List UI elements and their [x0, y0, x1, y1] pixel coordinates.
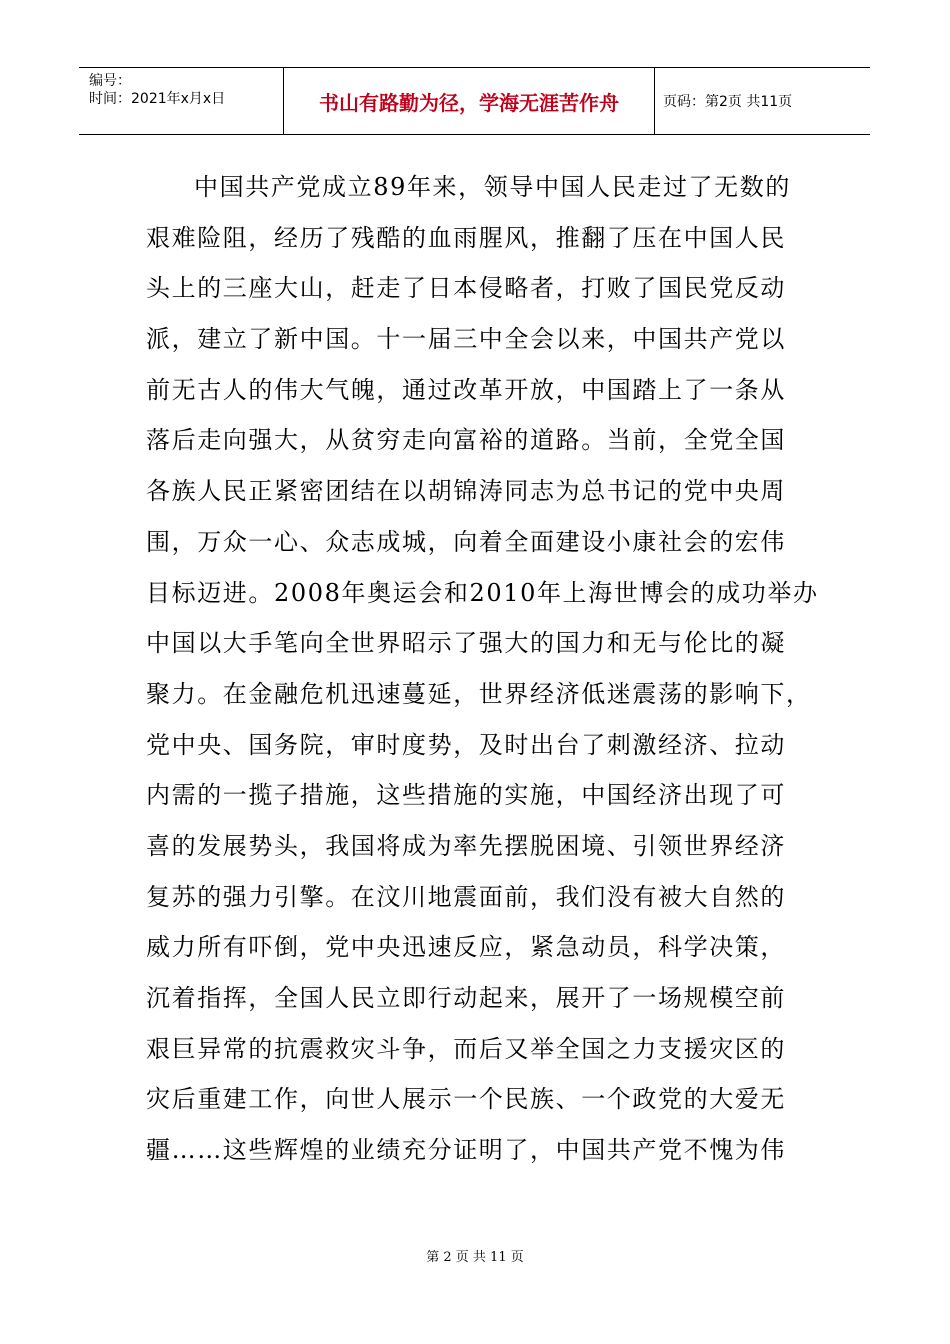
document-number-label: 编号： — [89, 73, 131, 89]
body-line: 威力所有吓倒，党中央迅速反应，紧急动员，科学决策， — [146, 933, 786, 962]
body-line: 沉着指挥，全国人民立即行动起来，展开了一场规模空前 — [146, 984, 786, 1012]
body-line: 头上的三座大山，赶走了日本侵略者，打败了国民党反动 — [146, 274, 786, 303]
body-line: 目标迈进。2008年奥运会和2010年上海世博会的成功举办 — [146, 578, 819, 607]
body-line: 喜的发展势头，我国将成为率先摆脱困境、引领世界经济 — [146, 831, 786, 860]
body-line: 前无古人的伟大气魄，通过改革开放，中国踏上了一条从 — [146, 375, 786, 404]
body-line: 疆……这些辉煌的业绩充分证明了，中国共产党不愧为伟 — [146, 1136, 786, 1165]
body-line: 艰难险阻，经历了残酷的血雨腥风，推翻了压在中国人民 — [146, 223, 786, 252]
body-line: 派，建立了新中国。十一届三中全会以来，中国共产党以 — [146, 325, 786, 354]
body-line: 内需的一揽子措施，这些措施的实施，中国经济出现了可 — [146, 781, 786, 810]
header-meta — [79, 68, 283, 134]
body-line: 围，万众一心、众志成城，向着全面建设小康社会的宏伟 — [146, 527, 786, 556]
body-line: 聚力。在金融危机迅速蔓延，世界经济低迷震荡的影响下， — [146, 679, 812, 708]
body-line: 艰巨异常的抗震救灾斗争，而后又举全国之力支援灾区的 — [146, 1034, 786, 1063]
body-line: 各族人民正紧密团结在以胡锦涛同志为总书记的党中央周 — [146, 477, 786, 506]
document-date-label: 时间：2021年x月x日 — [89, 91, 226, 107]
body-line: 灾后重建工作，向世人展示一个民族、一个政党的大爱无 — [146, 1085, 786, 1114]
body-line: 中国共产党成立89年来，领导中国人民走过了无数的 — [194, 173, 791, 201]
header-page-info: 页码：第2页 共11页 — [663, 94, 793, 110]
page-footer: 第 2 页 共 11 页 — [426, 1250, 524, 1265]
document-header — [79, 67, 870, 135]
body-line: 党中央、国务院，审时度势，及时出台了刺激经济、拉动 — [146, 730, 786, 759]
document-body — [146, 162, 819, 1176]
header-motto: 书山有路勤为径，学海无涯苦作舟 — [283, 68, 655, 134]
body-line: 复苏的强力引擎。在汶川地震面前，我们没有被大自然的 — [146, 882, 786, 911]
body-line: 落后走向强大，从贫穷走向富裕的道路。当前，全党全国 — [146, 426, 786, 455]
body-line: 中国以大手笔向全世界昭示了强大的国力和无与伦比的凝 — [146, 629, 786, 658]
